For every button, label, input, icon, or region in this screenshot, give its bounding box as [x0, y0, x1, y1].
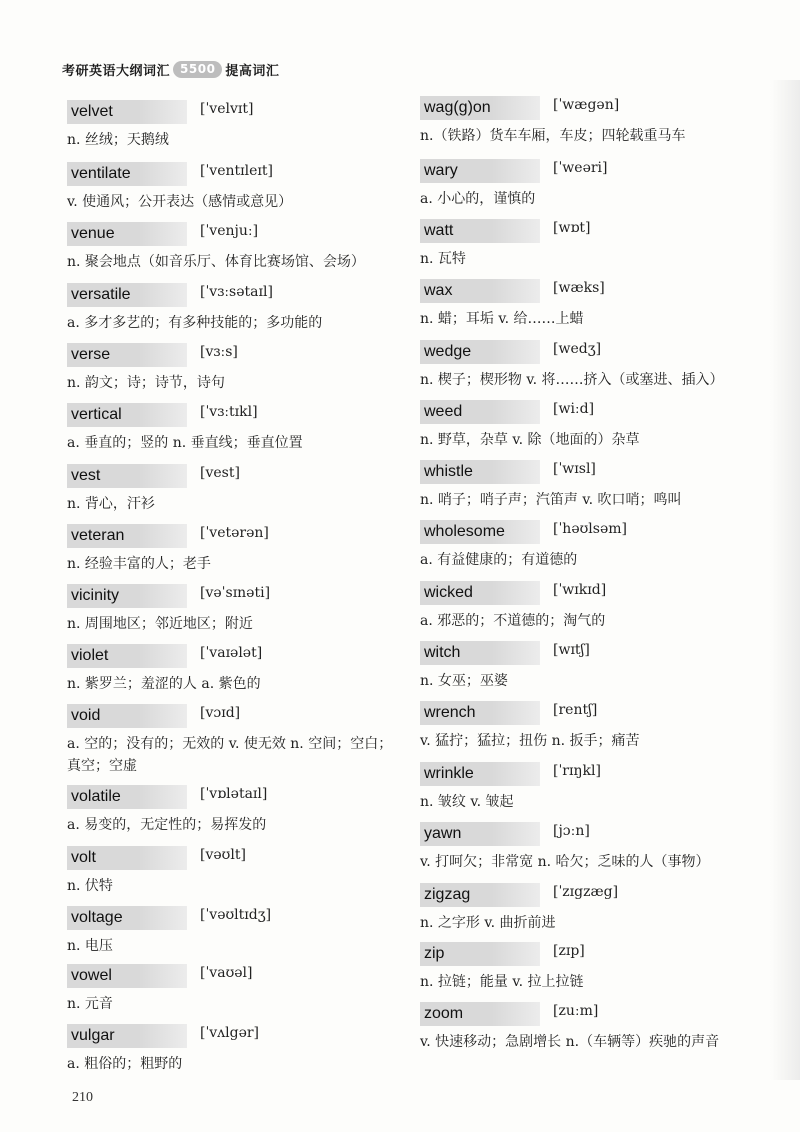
- entry-definition: n. 周围地区；邻近地区；附近: [67, 616, 253, 632]
- entry-word: weed: [420, 400, 540, 424]
- entry-word: versatile: [67, 283, 187, 307]
- entry-word: wrench: [420, 701, 540, 725]
- entry-phonetic: [wɪtʃ]: [553, 642, 590, 658]
- vocab-entry-wicked: [420, 581, 760, 632]
- entry-word: whistle: [420, 460, 540, 484]
- entry-phonetic: [wɒt]: [553, 220, 591, 236]
- entry-phonetic: [zuːm]: [553, 1003, 599, 1019]
- entry-phonetic: [ˈvɜːsətaɪl]: [200, 284, 273, 300]
- vocab-entry-witch: [420, 641, 760, 692]
- entry-headword-row: [420, 460, 760, 486]
- entry-word: wax: [420, 279, 540, 303]
- page-header: [62, 60, 279, 79]
- entry-phonetic: [ˈvetərən]: [200, 525, 269, 541]
- entry-definition: n. 聚会地点（如音乐厅、体育比赛场馆、会场）: [67, 254, 365, 270]
- entry-phonetic: [wedʒ]: [553, 341, 602, 357]
- entry-phonetic: [ˈwɪkɪd]: [553, 582, 607, 598]
- entry-definition: v. 快速移动；急剧增长 n.（车辆等）疾驰的声音: [420, 1034, 720, 1050]
- entry-definition: n. 拉链；能量 v. 拉上拉链: [420, 974, 584, 990]
- entry-definition: n. 紫罗兰；羞涩的人 a. 紫色的: [67, 676, 261, 692]
- entry-definition: n.（铁路）货车车厢，车皮；四轮载重马车: [420, 128, 686, 144]
- entry-headword-row: [420, 1002, 760, 1028]
- entry-phonetic: [ˈzɪgzæg]: [553, 884, 619, 900]
- vocab-entry-void: [67, 704, 407, 777]
- entry-definition: n. 韵文；诗；诗节，诗句: [67, 375, 225, 391]
- entry-word: witch: [420, 641, 540, 665]
- entry-phonetic: [ˈvaʊəl]: [200, 965, 253, 981]
- entry-definition: v. 猛拧；猛拉；扭伤 n. 扳手；痛苦: [420, 733, 640, 749]
- entry-definition: n. 丝绒；天鹅绒: [67, 132, 169, 148]
- entry-definition: n. 背心，汗衫: [67, 496, 155, 512]
- entry-phonetic: [ˈvəʊltɪdʒ]: [200, 907, 272, 923]
- entry-definition: n. 瓦特: [420, 251, 466, 267]
- vocab-entry-vest: [67, 464, 407, 515]
- entry-definition: n. 电压: [67, 938, 113, 954]
- entry-headword-row: [420, 279, 760, 305]
- entry-definition: v. 打呵欠；非常宽 n. 哈欠；乏味的人（事物）: [420, 854, 710, 870]
- entry-headword-row: [420, 822, 760, 848]
- vocab-entry-whistle: [420, 460, 760, 511]
- entry-definition: a. 小心的，谨慎的: [420, 191, 536, 207]
- header-badge: 5500: [173, 61, 222, 78]
- entry-phonetic: [ˈvʌlgər]: [200, 1025, 260, 1041]
- entry-definition: n. 楔子；楔形物 v. 将……挤入（或塞进、插入）: [420, 372, 724, 388]
- entry-headword-row: [420, 400, 760, 426]
- entry-phonetic: [vəˈsɪnəti]: [200, 585, 271, 601]
- entry-phonetic: [ˈwægən]: [553, 97, 620, 113]
- entry-word: wary: [420, 159, 540, 183]
- entry-headword-row: [67, 846, 407, 872]
- entry-definition: n. 女巫；巫婆: [420, 673, 508, 689]
- entry-headword-row: [67, 584, 407, 610]
- entry-phonetic: [vɔɪd]: [200, 705, 241, 721]
- vocab-entry-zigzag: [420, 883, 760, 934]
- entry-definition: a. 有益健康的；有道德的: [420, 552, 578, 568]
- vocab-entry-volt: [67, 846, 407, 897]
- entry-phonetic: [zɪp]: [553, 943, 585, 959]
- entry-definition: a. 邪恶的；不道德的；淘气的: [420, 613, 606, 629]
- vocab-entry-volatile: [67, 785, 407, 836]
- vocab-entry-versatile: [67, 283, 407, 334]
- entry-word: wrinkle: [420, 762, 540, 786]
- entry-phonetic: [ˈwɪsl]: [553, 461, 596, 477]
- entry-word: venue: [67, 222, 187, 246]
- entry-headword-row: [67, 1024, 407, 1050]
- entry-word: vulgar: [67, 1024, 187, 1048]
- entry-word: zip: [420, 942, 540, 966]
- entry-phonetic: [ˈvɜːtɪkl]: [200, 404, 258, 420]
- entry-word: ventilate: [67, 162, 187, 186]
- entry-word: vicinity: [67, 584, 187, 608]
- entry-phonetic: [vɜːs]: [200, 344, 238, 360]
- entry-word: wag(g)on: [420, 96, 540, 120]
- entry-word: veteran: [67, 524, 187, 548]
- entry-definition: a. 易变的，无定性的；易挥发的: [67, 817, 267, 833]
- entry-headword-row: [67, 343, 407, 369]
- vocab-entry-vertical: [67, 403, 407, 454]
- entry-word: vowel: [67, 964, 187, 988]
- vocab-entry-ventilate: [67, 162, 407, 213]
- entry-headword-row: [67, 785, 407, 811]
- vocab-entry-zoom: [420, 1002, 760, 1053]
- entry-word: vest: [67, 464, 187, 488]
- entry-phonetic: [vəʊlt]: [200, 847, 246, 863]
- entry-definition: a. 多才多艺的；有多种技能的；多功能的: [67, 315, 323, 331]
- vocab-entry-yawn: [420, 822, 760, 873]
- entry-word: void: [67, 704, 187, 728]
- page-edge-shadow: [770, 80, 800, 1080]
- entry-phonetic: [wiːd]: [553, 401, 595, 417]
- entry-headword-row: [67, 704, 407, 730]
- entry-headword-row: [67, 644, 407, 670]
- entry-headword-row: [67, 100, 407, 126]
- entry-definition: a. 垂直的；竖的 n. 垂直线；垂直位置: [67, 435, 303, 451]
- entry-word: volatile: [67, 785, 187, 809]
- entry-definition: a. 粗俗的；粗野的: [67, 1056, 183, 1072]
- entry-word: wedge: [420, 340, 540, 364]
- entry-phonetic: [ˈweəri]: [553, 160, 608, 176]
- entry-definition: n. 皱纹 v. 皱起: [420, 794, 514, 810]
- entry-phonetic: [ˈventɪleɪt]: [200, 163, 273, 179]
- vocab-entry-wax: [420, 279, 760, 330]
- entry-headword-row: [420, 340, 760, 366]
- vocab-entry-violet: [67, 644, 407, 695]
- entry-word: verse: [67, 343, 187, 367]
- entry-definition: n. 之字形 v. 曲折前进: [420, 915, 556, 931]
- entry-headword-row: [67, 403, 407, 429]
- vocab-entry-wholesome: [420, 520, 760, 571]
- vocab-entry-voltage: [67, 906, 407, 957]
- vocab-entry-waggon: [420, 96, 760, 147]
- entry-word: zoom: [420, 1002, 540, 1026]
- vocab-entry-watt: [420, 219, 760, 270]
- entry-headword-row: [420, 520, 760, 546]
- entry-definition: n. 哨子；哨子声；汽笛声 v. 吹口哨；鸣叫: [420, 492, 682, 508]
- vocab-entry-wary: [420, 159, 760, 210]
- entry-word: violet: [67, 644, 187, 668]
- page-number: 210: [72, 1090, 93, 1105]
- entry-phonetic: [ˈvɒlətaɪl]: [200, 786, 268, 802]
- entry-phonetic: [wæks]: [553, 280, 605, 296]
- entry-definition: n. 野草，杂草 v. 除（地面的）杂草: [420, 432, 640, 448]
- entry-definition: n. 元音: [67, 996, 113, 1012]
- entry-phonetic: [rentʃ]: [553, 702, 598, 718]
- entry-word: velvet: [67, 100, 187, 124]
- entry-word: wicked: [420, 581, 540, 605]
- entry-headword-row: [67, 222, 407, 248]
- entry-headword-row: [420, 219, 760, 245]
- header-title: 考研英语大纲词汇: [62, 64, 171, 79]
- entry-phonetic: [ˈhəʊlsəm]: [553, 521, 627, 537]
- entry-headword-row: [67, 964, 407, 990]
- entry-word: yawn: [420, 822, 540, 846]
- entry-headword-row: [420, 701, 760, 727]
- entry-phonetic: [jɔːn]: [553, 823, 590, 839]
- entry-headword-row: [420, 581, 760, 607]
- entry-definition: n. 伏特: [67, 878, 113, 894]
- vocab-entry-wrinkle: [420, 762, 760, 813]
- entry-definition: a. 空的；没有的；无效的 v. 使无效 n. 空间；空白；真空；空虚: [67, 736, 393, 774]
- vocab-entry-velvet: [67, 100, 407, 151]
- vocab-entry-vulgar: [67, 1024, 407, 1075]
- entry-phonetic: [vest]: [200, 465, 240, 481]
- entry-word: zigzag: [420, 883, 540, 907]
- entry-word: voltage: [67, 906, 187, 930]
- entry-headword-row: [420, 96, 760, 122]
- entry-headword-row: [67, 162, 407, 188]
- entry-phonetic: [ˈvelvɪt]: [200, 101, 254, 117]
- vocab-entry-vowel: [67, 964, 407, 1015]
- entry-headword-row: [67, 906, 407, 932]
- vocab-entry-verse: [67, 343, 407, 394]
- entry-word: volt: [67, 846, 187, 870]
- entry-headword-row: [420, 159, 760, 185]
- entry-headword-row: [67, 464, 407, 490]
- vocab-entry-veteran: [67, 524, 407, 575]
- vocab-entry-wedge: [420, 340, 760, 391]
- vocab-entry-zip: [420, 942, 760, 993]
- entry-definition: v. 使通风；公开表达（感情或意见）: [67, 194, 293, 210]
- entry-headword-row: [420, 762, 760, 788]
- entry-word: watt: [420, 219, 540, 243]
- entry-definition: n. 经验丰富的人；老手: [67, 556, 211, 572]
- entry-definition: n. 蜡；耳垢 v. 给……上蜡: [420, 311, 584, 327]
- vocab-entry-venue: [67, 222, 407, 273]
- header-subtitle: 提高词汇: [225, 64, 280, 79]
- vocab-entry-vicinity: [67, 584, 407, 635]
- entry-word: wholesome: [420, 520, 540, 544]
- entry-headword-row: [67, 524, 407, 550]
- entry-headword-row: [420, 942, 760, 968]
- entry-word: vertical: [67, 403, 187, 427]
- entry-headword-row: [420, 883, 760, 909]
- entry-headword-row: [67, 283, 407, 309]
- vocab-entry-weed: [420, 400, 760, 451]
- entry-phonetic: [ˈvaɪələt]: [200, 645, 263, 661]
- vocab-entry-wrench: [420, 701, 760, 752]
- entry-phonetic: [ˈrɪŋkl]: [553, 763, 601, 779]
- entry-headword-row: [420, 641, 760, 667]
- entry-phonetic: [ˈvenjuː]: [200, 223, 259, 239]
